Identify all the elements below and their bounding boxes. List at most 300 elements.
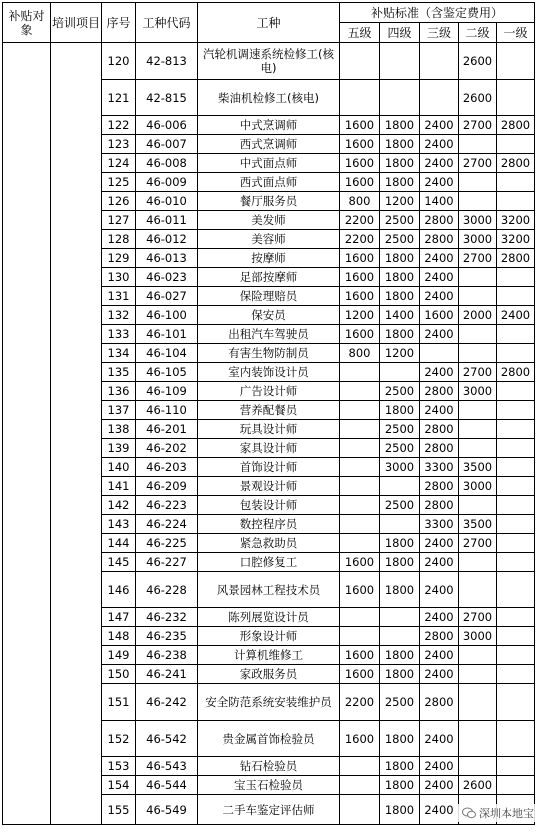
header-level-3: 三级 — [420, 23, 459, 43]
subsidy-value: 1800 — [380, 154, 420, 173]
subsidy-value — [459, 665, 497, 684]
subsidy-value — [459, 646, 497, 665]
trade-name: 首饰设计师 — [198, 458, 340, 477]
row-number: 152 — [102, 721, 136, 757]
subsidy-value: 800 — [340, 192, 380, 211]
subsidy-value: 3000 — [459, 382, 497, 401]
subsidy-value: 2800 — [420, 211, 459, 230]
subsidy-value: 2400 — [497, 306, 535, 325]
trade-name: 保险理赔员 — [198, 287, 340, 306]
subsidy-value — [459, 135, 497, 154]
row-number: 134 — [102, 344, 136, 363]
header-subsidy-group: 补贴标准（含鉴定费用） — [340, 3, 535, 23]
subsidy-value — [497, 496, 535, 515]
subsidy-value — [340, 439, 380, 458]
subsidy-value — [459, 401, 497, 420]
header-level-1: 一级 — [497, 23, 535, 43]
subsidy-value: 3000 — [459, 627, 497, 646]
trade-name: 美发师 — [198, 211, 340, 230]
subsidy-value: 2400 — [420, 721, 459, 757]
trade-name: 二手车鉴定评估师 — [198, 795, 340, 825]
trade-name: 柴油机检修工(核电) — [198, 80, 340, 116]
project-cell — [51, 43, 102, 825]
trade-code: 46-110 — [136, 401, 198, 420]
subsidy-value: 1800 — [380, 287, 420, 306]
subsidy-value — [497, 458, 535, 477]
row-number: 145 — [102, 553, 136, 572]
row-number: 142 — [102, 496, 136, 515]
subsidy-value: 1600 — [340, 553, 380, 572]
subsidy-value: 1800 — [380, 776, 420, 795]
trade-code: 46-105 — [136, 363, 198, 382]
row-number: 123 — [102, 135, 136, 154]
subsidy-value — [459, 553, 497, 572]
subsidy-value: 2800 — [497, 154, 535, 173]
subsidy-value — [459, 721, 497, 757]
subsidy-value — [340, 757, 380, 776]
subsidy-value — [420, 344, 459, 363]
trade-name: 安全防范系统安装维护员 — [198, 684, 340, 721]
target-cell — [3, 43, 51, 825]
subsidy-value: 2800 — [420, 477, 459, 496]
subsidy-value — [497, 420, 535, 439]
subsidy-value: 3000 — [459, 211, 497, 230]
subsidy-value — [459, 268, 497, 287]
subsidy-value — [340, 80, 380, 116]
trade-name: 汽轮机调速系统检修工(核电) — [198, 43, 340, 80]
subsidy-value: 1600 — [340, 249, 380, 268]
subsidy-value: 2800 — [420, 627, 459, 646]
subsidy-value — [340, 363, 380, 382]
subsidy-value: 2400 — [420, 553, 459, 572]
subsidy-value: 2700 — [459, 154, 497, 173]
subsidy-value: 1800 — [380, 795, 420, 825]
trade-code: 46-209 — [136, 477, 198, 496]
trade-name: 有害生物防制员 — [198, 344, 340, 363]
row-number: 155 — [102, 795, 136, 825]
subsidy-value — [420, 80, 459, 116]
row-number: 128 — [102, 230, 136, 249]
subsidy-value: 2700 — [459, 249, 497, 268]
subsidy-value — [497, 684, 535, 721]
subsidy-value: 1800 — [380, 249, 420, 268]
subsidy-value — [497, 325, 535, 344]
trade-name: 紧急救助员 — [198, 534, 340, 553]
subsidy-value — [497, 534, 535, 553]
subsidy-value — [497, 135, 535, 154]
subsidy-value: 2400 — [420, 665, 459, 684]
row-number: 120 — [102, 43, 136, 80]
subsidy-value — [459, 684, 497, 721]
trade-name: 美容师 — [198, 230, 340, 249]
subsidy-value: 1600 — [340, 268, 380, 287]
subsidy-value — [340, 477, 380, 496]
subsidy-value: 3000 — [459, 477, 497, 496]
trade-code: 46-225 — [136, 534, 198, 553]
subsidy-value: 1800 — [380, 553, 420, 572]
table-row — [3, 43, 535, 80]
subsidy-value: 1600 — [340, 646, 380, 665]
header-level-5: 五级 — [340, 23, 380, 43]
subsidy-value — [380, 43, 420, 80]
trade-code: 46-238 — [136, 646, 198, 665]
header-target: 补贴对象 — [3, 3, 51, 43]
row-number: 147 — [102, 608, 136, 627]
subsidy-value: 1800 — [380, 268, 420, 287]
trade-code: 46-224 — [136, 515, 198, 534]
subsidy-value — [497, 608, 535, 627]
subsidy-value: 1600 — [340, 287, 380, 306]
subsidy-value: 1600 — [340, 135, 380, 154]
trade-name: 保安员 — [198, 306, 340, 325]
subsidy-value: 1800 — [380, 173, 420, 192]
subsidy-value — [497, 173, 535, 192]
subsidy-value — [497, 192, 535, 211]
trade-name: 足部按摩师 — [198, 268, 340, 287]
subsidy-value: 3300 — [420, 458, 459, 477]
trade-name: 中式面点师 — [198, 154, 340, 173]
subsidy-value: 3200 — [497, 211, 535, 230]
row-number: 125 — [102, 173, 136, 192]
row-number: 136 — [102, 382, 136, 401]
subsidy-value — [459, 325, 497, 344]
subsidy-value: 2400 — [420, 401, 459, 420]
row-number: 131 — [102, 287, 136, 306]
subsidy-value — [340, 43, 380, 80]
subsidy-value: 1800 — [380, 646, 420, 665]
row-number: 121 — [102, 80, 136, 116]
subsidy-value: 2400 — [420, 776, 459, 795]
subsidy-value: 2700 — [459, 116, 497, 135]
row-number: 132 — [102, 306, 136, 325]
trade-name: 餐厅服务员 — [198, 192, 340, 211]
trade-code: 46-010 — [136, 192, 198, 211]
trade-code: 46-104 — [136, 344, 198, 363]
subsidy-value: 1600 — [340, 325, 380, 344]
subsidy-value — [497, 477, 535, 496]
row-number: 129 — [102, 249, 136, 268]
row-number: 137 — [102, 401, 136, 420]
subsidy-value: 2500 — [380, 439, 420, 458]
trade-code: 46-101 — [136, 325, 198, 344]
subsidy-value: 2500 — [380, 496, 420, 515]
subsidy-value — [497, 287, 535, 306]
subsidy-value: 2400 — [420, 173, 459, 192]
subsidy-value — [459, 496, 497, 515]
subsidy-value: 2400 — [420, 135, 459, 154]
subsidy-value: 1600 — [420, 306, 459, 325]
trade-code: 46-009 — [136, 173, 198, 192]
subsidy-value: 2800 — [420, 496, 459, 515]
trade-name: 宝玉石检验员 — [198, 776, 340, 795]
subsidy-value: 1800 — [380, 757, 420, 776]
header-level-2: 二级 — [459, 23, 497, 43]
header-level-4: 四级 — [380, 23, 420, 43]
trade-code: 46-228 — [136, 572, 198, 608]
row-number: 143 — [102, 515, 136, 534]
subsidy-value: 2400 — [420, 116, 459, 135]
subsidy-value — [340, 608, 380, 627]
trade-name: 口腔修复工 — [198, 553, 340, 572]
subsidy-value — [340, 458, 380, 477]
trade-code: 46-235 — [136, 627, 198, 646]
row-number: 150 — [102, 665, 136, 684]
trade-code: 46-549 — [136, 795, 198, 825]
row-number: 127 — [102, 211, 136, 230]
subsidy-value: 1800 — [380, 401, 420, 420]
row-number: 130 — [102, 268, 136, 287]
subsidy-value — [380, 477, 420, 496]
subsidy-value — [497, 439, 535, 458]
trade-name: 西式面点师 — [198, 173, 340, 192]
subsidy-value: 1800 — [380, 721, 420, 757]
subsidy-value: 1200 — [340, 306, 380, 325]
subsidy-value: 1600 — [340, 173, 380, 192]
subsidy-value — [497, 572, 535, 608]
subsidy-value: 1800 — [380, 116, 420, 135]
subsidy-value — [497, 344, 535, 363]
subsidy-value: 2600 — [459, 776, 497, 795]
subsidy-value: 2700 — [459, 363, 497, 382]
subsidy-value — [497, 721, 535, 757]
subsidy-value: 2200 — [340, 230, 380, 249]
row-number: 126 — [102, 192, 136, 211]
trade-code: 46-007 — [136, 135, 198, 154]
trade-code: 46-023 — [136, 268, 198, 287]
subsidy-value — [340, 496, 380, 515]
trade-name: 钻石检验员 — [198, 757, 340, 776]
trade-code: 46-012 — [136, 230, 198, 249]
subsidy-value — [497, 757, 535, 776]
trade-name: 数控程序员 — [198, 515, 340, 534]
subsidy-value — [459, 192, 497, 211]
subsidy-value: 1600 — [340, 665, 380, 684]
subsidy-value: 2600 — [459, 43, 497, 80]
subsidy-value: 2800 — [420, 230, 459, 249]
row-number: 140 — [102, 458, 136, 477]
subsidy-value: 2500 — [380, 420, 420, 439]
subsidy-value — [459, 420, 497, 439]
watermark — [458, 804, 538, 822]
subsidy-value: 2800 — [420, 439, 459, 458]
trade-code: 46-543 — [136, 757, 198, 776]
row-number: 141 — [102, 477, 136, 496]
subsidy-value — [380, 363, 420, 382]
trade-code: 46-100 — [136, 306, 198, 325]
trade-name: 按摩师 — [198, 249, 340, 268]
subsidy-value — [459, 757, 497, 776]
header-code: 工种代码 — [136, 3, 198, 43]
trade-name: 广告设计师 — [198, 382, 340, 401]
trade-name: 陈列展览设计员 — [198, 608, 340, 627]
subsidy-value — [340, 795, 380, 825]
trade-name: 西式烹调师 — [198, 135, 340, 154]
subsidy-value: 3500 — [459, 515, 497, 534]
subsidy-value: 1200 — [380, 192, 420, 211]
subsidy-value — [497, 401, 535, 420]
trade-name: 贵金属首饰检验员 — [198, 721, 340, 757]
subsidy-value — [380, 627, 420, 646]
subsidy-value: 2500 — [380, 382, 420, 401]
trade-code: 46-544 — [136, 776, 198, 795]
header-trade: 工种 — [198, 3, 340, 43]
trade-code: 46-027 — [136, 287, 198, 306]
trade-code: 46-011 — [136, 211, 198, 230]
subsidy-value — [459, 173, 497, 192]
subsidy-value: 1800 — [380, 135, 420, 154]
trade-name: 包装设计师 — [198, 496, 340, 515]
subsidy-value: 1400 — [420, 192, 459, 211]
trade-name: 营养配餐员 — [198, 401, 340, 420]
subsidy-value: 2500 — [380, 211, 420, 230]
subsidy-value: 2700 — [459, 534, 497, 553]
trade-code: 46-241 — [136, 665, 198, 684]
subsidy-value: 2500 — [380, 684, 420, 721]
subsidy-value: 2600 — [459, 80, 497, 116]
subsidy-value: 3000 — [459, 230, 497, 249]
trade-name: 计算机维修工 — [198, 646, 340, 665]
subsidy-value — [497, 515, 535, 534]
subsidy-value: 2800 — [420, 684, 459, 721]
subsidy-value: 2400 — [420, 287, 459, 306]
subsidy-value: 3200 — [497, 230, 535, 249]
subsidy-value: 2800 — [420, 420, 459, 439]
trade-name: 风景园林工程技术员 — [198, 572, 340, 608]
trade-name: 形象设计师 — [198, 627, 340, 646]
subsidy-value — [497, 646, 535, 665]
subsidy-value: 2400 — [420, 757, 459, 776]
subsidy-value: 2400 — [420, 534, 459, 553]
subsidy-value: 1800 — [380, 572, 420, 608]
subsidy-value — [340, 401, 380, 420]
subsidy-value: 1200 — [380, 344, 420, 363]
subsidy-value: 2200 — [340, 684, 380, 721]
subsidy-value — [497, 268, 535, 287]
subsidy-value: 2000 — [459, 306, 497, 325]
subsidy-value: 1600 — [340, 154, 380, 173]
subsidy-value: 2800 — [497, 249, 535, 268]
header-project: 培训项目 — [51, 3, 102, 43]
row-number: 124 — [102, 154, 136, 173]
trade-name: 玩具设计师 — [198, 420, 340, 439]
subsidy-value: 1600 — [340, 721, 380, 757]
subsidy-value — [497, 80, 535, 116]
subsidy-value: 1800 — [380, 665, 420, 684]
trade-code: 46-202 — [136, 439, 198, 458]
subsidy-value — [497, 553, 535, 572]
trade-code: 46-201 — [136, 420, 198, 439]
subsidy-value: 2400 — [420, 795, 459, 825]
subsidy-value: 2800 — [497, 116, 535, 135]
watermark-text: 深圳本地宝 — [479, 807, 534, 820]
subsidy-value — [380, 80, 420, 116]
trade-code: 46-109 — [136, 382, 198, 401]
trade-code: 46-232 — [136, 608, 198, 627]
trade-name: 家具设计师 — [198, 439, 340, 458]
subsidy-value — [497, 776, 535, 795]
trade-name: 中式烹调师 — [198, 116, 340, 135]
subsidy-value — [380, 608, 420, 627]
subsidy-value — [340, 420, 380, 439]
subsidy-table — [2, 2, 535, 825]
trade-code: 46-008 — [136, 154, 198, 173]
subsidy-value — [459, 344, 497, 363]
subsidy-value — [497, 382, 535, 401]
trade-code: 46-223 — [136, 496, 198, 515]
row-number: 151 — [102, 684, 136, 721]
row-number: 146 — [102, 572, 136, 608]
header-no: 序号 — [102, 3, 136, 43]
subsidy-value — [340, 382, 380, 401]
subsidy-value: 800 — [340, 344, 380, 363]
subsidy-value — [497, 627, 535, 646]
subsidy-value: 2400 — [420, 608, 459, 627]
subsidy-value: 2400 — [420, 363, 459, 382]
subsidy-value — [340, 627, 380, 646]
trade-name: 景观设计师 — [198, 477, 340, 496]
subsidy-value: 2200 — [340, 211, 380, 230]
subsidy-value — [340, 534, 380, 553]
row-number: 154 — [102, 776, 136, 795]
trade-code: 42-815 — [136, 80, 198, 116]
row-number: 153 — [102, 757, 136, 776]
subsidy-value — [459, 572, 497, 608]
subsidy-value: 1600 — [340, 116, 380, 135]
row-number: 138 — [102, 420, 136, 439]
row-number: 149 — [102, 646, 136, 665]
subsidy-value: 3500 — [459, 458, 497, 477]
subsidy-value: 2400 — [420, 325, 459, 344]
subsidy-value: 2500 — [380, 230, 420, 249]
trade-name: 室内装饰设计员 — [198, 363, 340, 382]
subsidy-value: 2800 — [497, 363, 535, 382]
row-number: 133 — [102, 325, 136, 344]
subsidy-value: 2400 — [420, 268, 459, 287]
subsidy-value: 3000 — [380, 458, 420, 477]
subsidy-value — [420, 43, 459, 80]
trade-code: 46-006 — [136, 116, 198, 135]
subsidy-value — [340, 776, 380, 795]
subsidy-value: 1800 — [380, 325, 420, 344]
row-number: 148 — [102, 627, 136, 646]
trade-code: 46-227 — [136, 553, 198, 572]
subsidy-value: 3300 — [420, 515, 459, 534]
row-number: 135 — [102, 363, 136, 382]
subsidy-value — [340, 515, 380, 534]
subsidy-value: 2700 — [459, 608, 497, 627]
subsidy-value: 1400 — [380, 306, 420, 325]
subsidy-value: 2800 — [420, 382, 459, 401]
subsidy-value — [497, 665, 535, 684]
subsidy-value — [497, 43, 535, 80]
trade-code: 46-542 — [136, 721, 198, 757]
row-number: 139 — [102, 439, 136, 458]
subsidy-value: 1800 — [380, 534, 420, 553]
row-number: 122 — [102, 116, 136, 135]
trade-code: 42-813 — [136, 43, 198, 80]
subsidy-value — [380, 515, 420, 534]
subsidy-value — [459, 439, 497, 458]
trade-code: 46-242 — [136, 684, 198, 721]
trade-code: 46-013 — [136, 249, 198, 268]
trade-name: 出租汽车驾驶员 — [198, 325, 340, 344]
trade-name: 家政服务员 — [198, 665, 340, 684]
subsidy-value: 2400 — [420, 249, 459, 268]
wechat-icon — [462, 807, 476, 819]
row-number: 144 — [102, 534, 136, 553]
trade-code: 46-203 — [136, 458, 198, 477]
subsidy-value: 2400 — [420, 646, 459, 665]
